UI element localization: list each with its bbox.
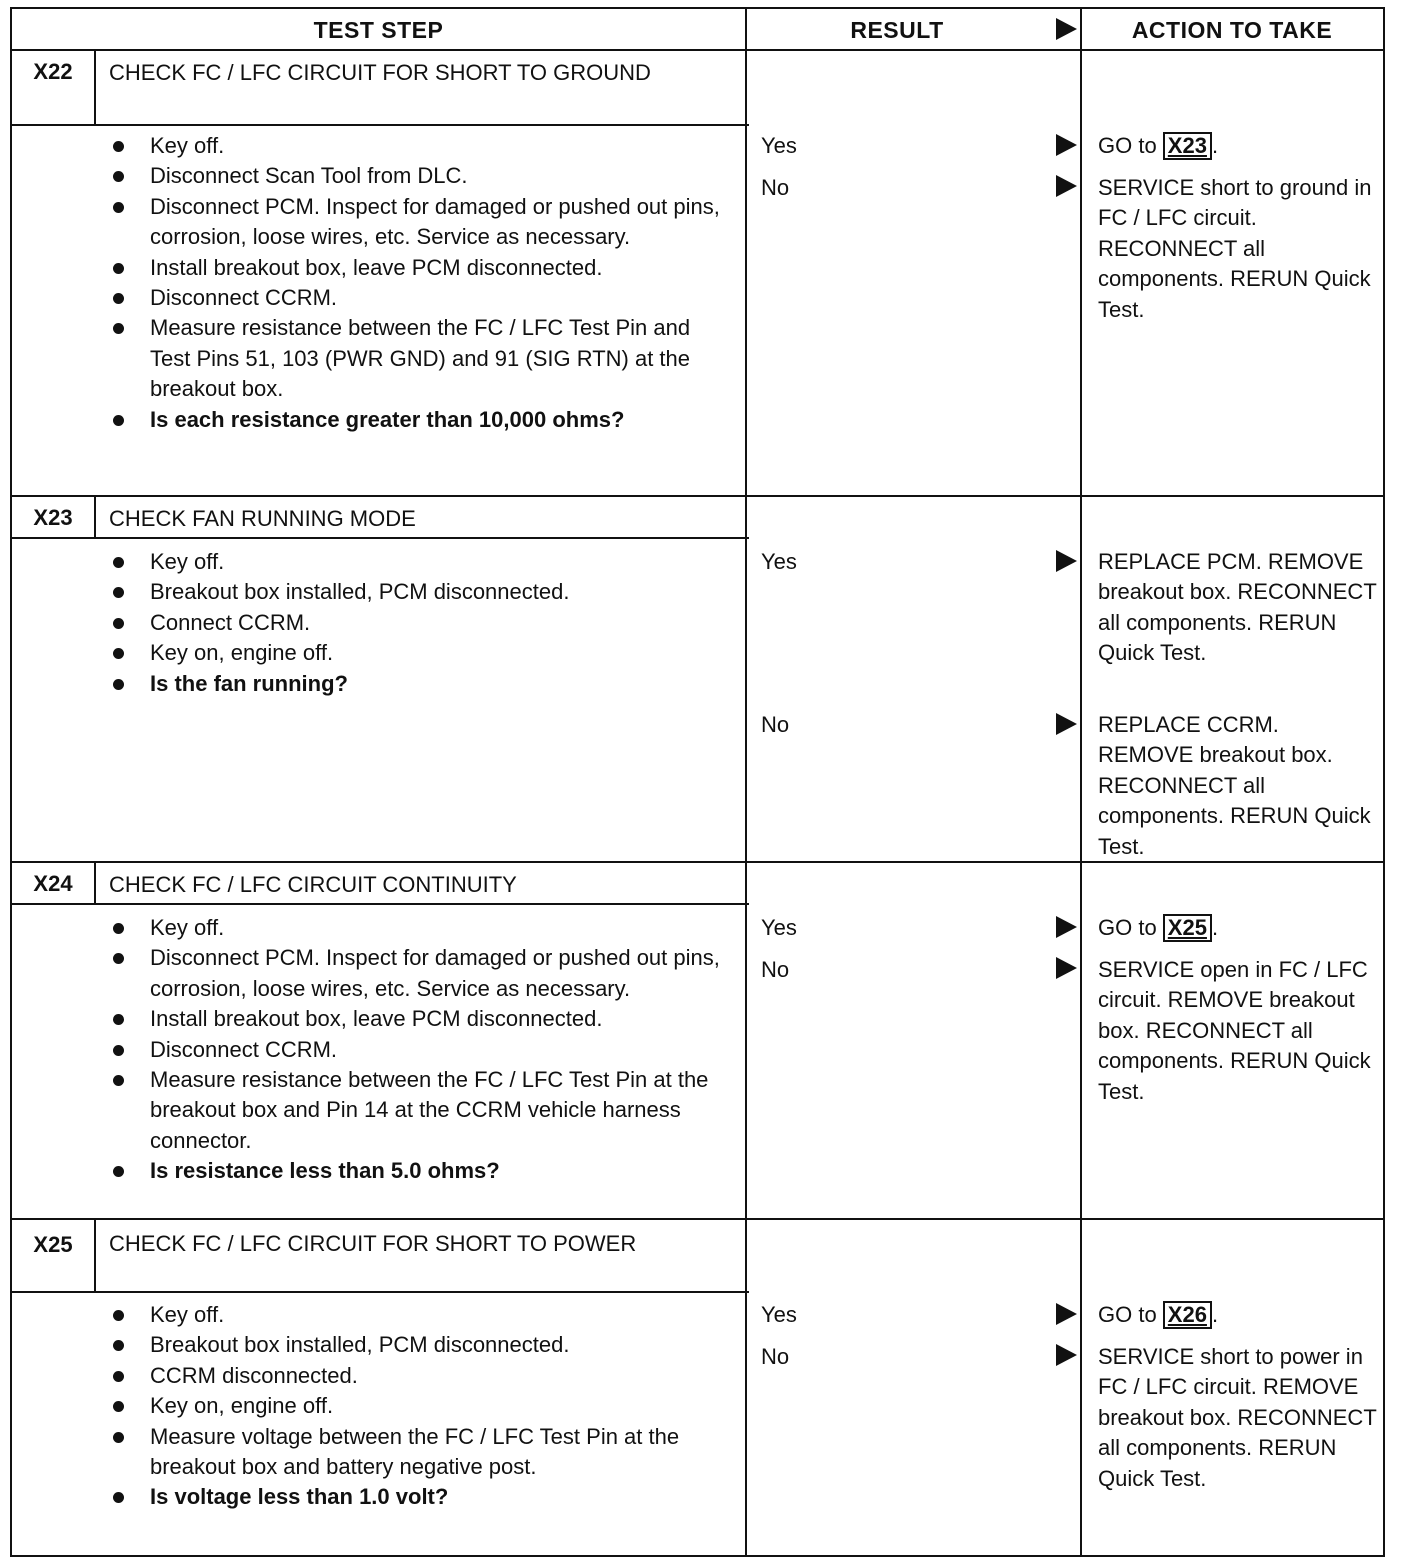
list-item: Breakout box installed, PCM disconnected. [104, 577, 734, 607]
arrow-icon [1056, 550, 1077, 572]
step-bullets [104, 913, 734, 1187]
result-yes: Yes [761, 549, 797, 574]
step-reference[interactable]: X25 [1163, 914, 1212, 942]
id-divider [94, 863, 96, 903]
result-yes: Yes [761, 1302, 797, 1327]
list-item: CCRM disconnected. [104, 1361, 734, 1391]
action-yes: GO to X23 . [1098, 133, 1219, 158]
step-id: X22 [33, 59, 73, 84]
question-item: Is resistance less than 5.0 ohms? [104, 1156, 734, 1186]
step-bullets [104, 131, 734, 435]
list-item: Key off. [104, 913, 734, 943]
step-x22 [12, 51, 1383, 497]
arrow-icon [1056, 713, 1077, 735]
action-yes: GO to X25 . [1098, 915, 1219, 940]
step-title: CHECK FC / LFC CIRCUIT FOR SHORT TO POWER [109, 1231, 637, 1256]
arrow-icon [1056, 134, 1077, 156]
list-item: Key off. [104, 547, 734, 577]
step-reference[interactable]: X23 [1163, 132, 1212, 160]
action-no: REPLACE CCRM. REMOVE breakout box. RECONNECT all components. RERUN Quick Test. [1098, 712, 1371, 859]
list-item: Disconnect CCRM. [104, 283, 734, 313]
step-reference[interactable]: X26 [1163, 1301, 1212, 1329]
step-id: X24 [33, 871, 73, 896]
list-item: Install breakout box, leave PCM disconnected. [104, 1004, 734, 1034]
step-title: CHECK FC / LFC CIRCUIT CONTINUITY [109, 872, 517, 897]
title-rule [12, 1291, 749, 1293]
list-item: Key on, engine off. [104, 638, 734, 668]
list-item: Disconnect PCM. Inspect for damaged or pushed out pins, corrosion, loose wires, etc. Service as necessary. [104, 943, 734, 1004]
arrow-icon [1056, 175, 1077, 197]
question-item: Is voltage less than 1.0 volt? [104, 1482, 734, 1512]
list-item: Key on, engine off. [104, 1391, 734, 1421]
list-item: Key off. [104, 131, 734, 161]
result-yes: Yes [761, 133, 797, 158]
step-bullets [104, 1300, 734, 1513]
action-yes: GO to X26 . [1098, 1302, 1219, 1327]
arrow-icon [1056, 18, 1077, 40]
list-item: Breakout box installed, PCM disconnected. [104, 1330, 734, 1360]
step-x25 [12, 1220, 1383, 1557]
title-rule [12, 124, 749, 126]
arrow-icon [1056, 1344, 1077, 1366]
step-id: X25 [33, 1232, 73, 1257]
list-item: Key off. [104, 1300, 734, 1330]
id-divider [94, 1220, 96, 1291]
step-id: X23 [33, 505, 73, 530]
step-title: CHECK FC / LFC CIRCUIT FOR SHORT TO GROUND [109, 60, 651, 85]
table-header [12, 9, 1383, 51]
action-no: SERVICE short to power in FC / LFC circuit. REMOVE breakout box. RECONNECT all components. RERUN Quick Test. [1098, 1344, 1377, 1491]
arrow-icon [1056, 1303, 1077, 1325]
header-test-step: TEST STEP [313, 17, 444, 43]
action-no: SERVICE open in FC / LFC circuit. REMOVE breakout box. RECONNECT all components. RERUN Quick Test. [1098, 957, 1371, 1104]
list-item: Connect CCRM. [104, 608, 734, 638]
id-divider [94, 497, 96, 537]
list-item: Measure resistance between the FC / LFC Test Pin and Test Pins 51, 103 (PWR GND) and 91 (SIG RTN) at the breakout box. [104, 313, 734, 404]
question-item: Is each resistance greater than 10,000 ohms? [104, 405, 734, 435]
list-item: Install breakout box, leave PCM disconnected. [104, 253, 734, 283]
list-item: Disconnect Scan Tool from DLC. [104, 161, 734, 191]
step-x23 [12, 497, 1383, 863]
list-item: Disconnect PCM. Inspect for damaged or pushed out pins, corrosion, loose wires, etc. Service as necessary. [104, 192, 734, 253]
list-item: Measure resistance between the FC / LFC Test Pin at the breakout box and Pin 14 at the CCRM vehicle harness connector. [104, 1065, 734, 1156]
list-item: Disconnect CCRM. [104, 1035, 734, 1065]
header-result: RESULT [850, 17, 944, 43]
question-item: Is the fan running? [104, 669, 734, 699]
title-rule [12, 537, 749, 539]
step-bullets [104, 547, 734, 699]
result-no: No [761, 957, 790, 982]
title-rule [12, 903, 749, 905]
arrow-icon [1056, 957, 1077, 979]
result-no: No [761, 1344, 790, 1369]
action-yes: REPLACE PCM. REMOVE breakout box. RECONNECT all components. RERUN Quick Test. [1098, 549, 1377, 666]
result-no: No [761, 712, 790, 737]
list-item: Measure voltage between the FC / LFC Test Pin at the breakout box and battery negative post. [104, 1422, 734, 1483]
id-divider [94, 51, 96, 124]
step-title: CHECK FAN RUNNING MODE [109, 506, 416, 531]
diagnostic-table [10, 7, 1385, 1557]
header-action: ACTION TO TAKE [1131, 17, 1333, 43]
arrow-icon [1056, 916, 1077, 938]
step-x24 [12, 863, 1383, 1220]
result-yes: Yes [761, 915, 797, 940]
action-no: SERVICE short to ground in FC / LFC circuit. RECONNECT all components. RERUN Quick Test. [1098, 175, 1372, 322]
result-no: No [761, 175, 790, 200]
